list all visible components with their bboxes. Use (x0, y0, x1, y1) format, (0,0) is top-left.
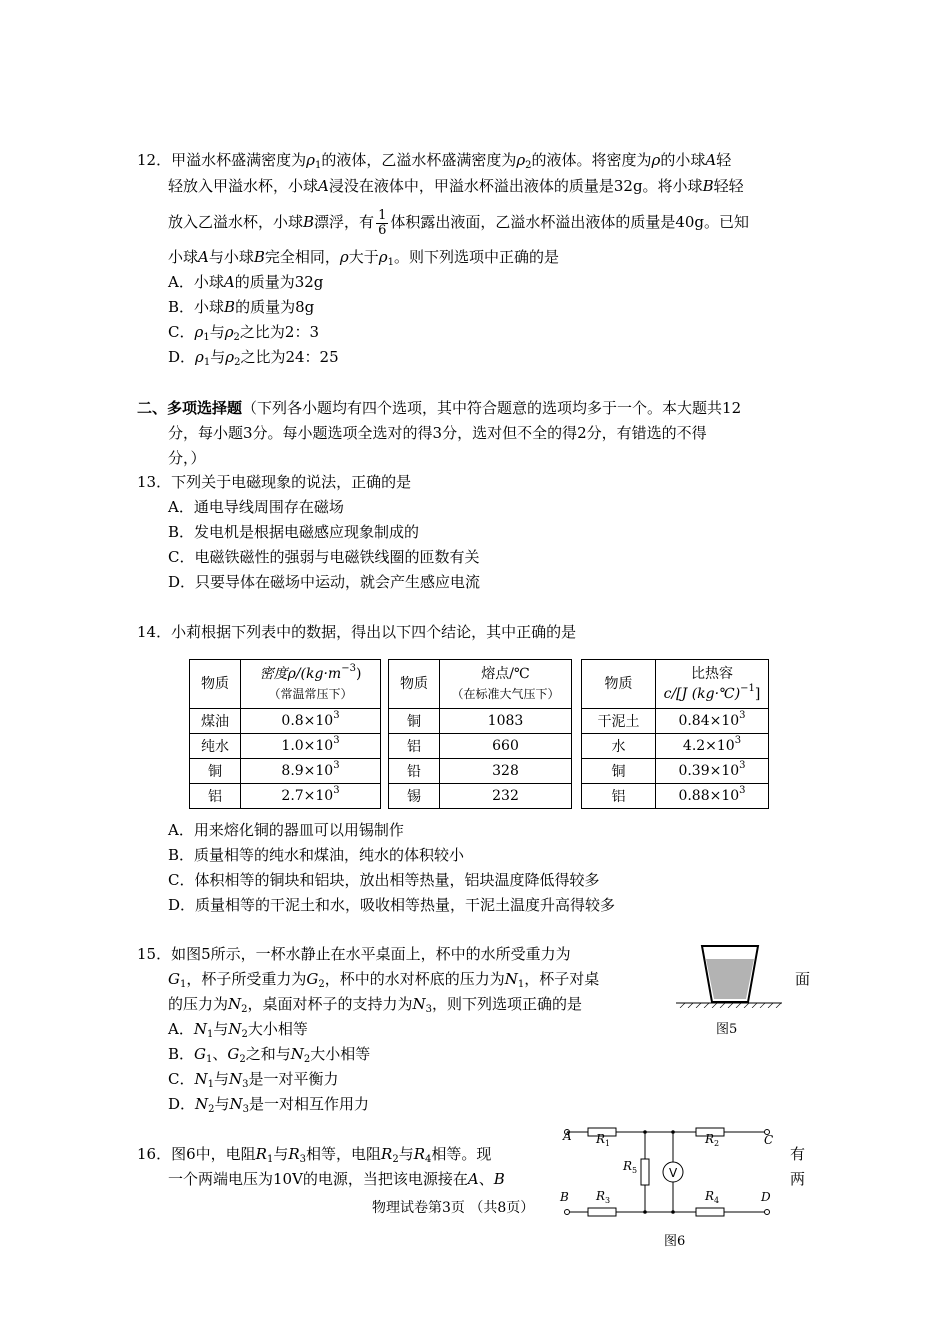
q15-option-b: B．$G_1$、$G_2$之和与$N_2$大小相等 (168, 1045, 371, 1065)
q14-option-c: C．体积相等的铜块和铝块，放出相等热量，铝块温度降低得较多 (168, 871, 600, 889)
q13-option-c: C．电磁铁磁性的强弱与电磁铁线圈的匝数有关 (168, 548, 480, 566)
melting-point-table (388, 659, 572, 809)
q12-option-b: B．小球B的质量为8g (168, 298, 315, 316)
specific-heat-table (581, 659, 769, 809)
q15-wrap-char: 面 (795, 970, 811, 988)
q12-line1: 12．甲溢水杯盛满密度为$\rho_1$的液体，乙溢水杯盛满密度为$\rho_2$的液体。将密度为ρ的小球A轻 (137, 151, 732, 171)
q16-line2: 一个两端电压为10V的电源，当把该电源接在A、B (168, 1170, 505, 1188)
table-row: 铜 $8.9\times 10^3$ (190, 759, 381, 784)
q14-option-b: B．质量相等的纯水和煤油，纯水的体积较小 (168, 846, 465, 864)
label-r2: $R_2$ (705, 1132, 720, 1148)
label-a: A (563, 1129, 572, 1143)
q16-wrap-char-2: 两 (790, 1170, 806, 1188)
density-header-value: 密度$\rho/(kg\cdot m^{-3})$ （常温常压下） (241, 660, 381, 709)
heat-header-substance: 物质 (582, 660, 656, 709)
table-row: 干泥土 $0.84\times 10^3$ (582, 709, 769, 734)
q14-option-a: A．用来熔化铜的器皿可以用锡制作 (168, 821, 404, 839)
table-row: 铝 $2.7\times 10^3$ (190, 784, 381, 809)
table-row: 煤油 $0.8\times 10^3$ (190, 709, 381, 734)
q15-line1: 15．如图5所示，一杯水静止在水平桌面上，杯中的水所受重力为 (137, 945, 571, 963)
q15-line3: 的压力为$N_2$，桌面对杯子的支持力为$N_3$，则下列选项正确的是 (168, 995, 583, 1015)
table-row: 水 $4.2\times 10^3$ (582, 734, 769, 759)
q13-option-d: D．只要导体在磁场中运动，就会产生感应电流 (168, 573, 481, 591)
q16-wrap-char-1: 有 (790, 1145, 806, 1163)
figure5-caption: 图5 (716, 1022, 738, 1037)
q13-option-a: A．通电导线周围存在磁场 (168, 498, 344, 516)
label-d: D (761, 1190, 771, 1204)
table-row: 锡 232 (389, 784, 572, 809)
figure6-caption: 图6 (664, 1234, 686, 1249)
table-row: 铝 660 (389, 734, 572, 759)
table-row: 铜 1083 (389, 709, 572, 734)
q14-stem: 14．小莉根据下列表中的数据，得出以下四个结论，其中正确的是 (137, 623, 577, 641)
fraction-one-sixth: $\frac{1}{6}$ (378, 207, 387, 238)
terminal-d (765, 1210, 770, 1215)
q12-line3: 放入乙溢水杯，小球B漂浮，有 $\frac{1}{6}$ 体积露出液面，乙溢水杯溢出液体的质量是40g。已知 (168, 207, 750, 238)
section2-line1: 二、多项选择题（下列各小题均有四个选项，其中符合题意的选项均多于一个。本大题共12 (137, 399, 742, 417)
resistor-r5 (641, 1159, 649, 1185)
q12-line2: 轻放入甲溢水杯，小球A浸没在液体中，甲溢水杯溢出液体的质量是32g。将小球B轻轻 (168, 177, 744, 195)
circuit-figure (556, 1120, 778, 1222)
q15-option-a: A．$N_1$与$N_2$大小相等 (168, 1020, 308, 1040)
label-r4: $R_4$ (705, 1189, 720, 1205)
density-table (189, 659, 381, 809)
resistor-r4 (696, 1208, 724, 1216)
label-r5: $R_5$ (623, 1159, 638, 1175)
table-row: 铝 $0.88\times 10^3$ (582, 784, 769, 809)
label-r1: $R_1$ (596, 1132, 611, 1148)
q12-option-d: D．$\rho_1$与$\rho_2$之比为24：25 (168, 348, 339, 368)
q12-option-c: C．$\rho_1$与$\rho_2$之比为2：3 (168, 323, 319, 343)
q12-line4: 小球A与小球B完全相同，ρ大于$\rho_1$。则下列选项中正确的是 (168, 248, 559, 268)
section2-line2: 分，每小题3分。每小题选项全选对的得3分，选对但不全的得2分，有错选的不得 (168, 424, 707, 442)
q15-option-c: C．$N_1$与$N_3$是一对平衡力 (168, 1070, 339, 1090)
q12-option-a: A．小球A的质量为32g (168, 273, 324, 291)
section2-line3: 分，） (168, 449, 206, 467)
water (706, 959, 754, 999)
cup-figure (676, 944, 786, 1008)
table-row: 纯水 $1.0\times 10^3$ (190, 734, 381, 759)
label-b: B (560, 1190, 569, 1204)
melting-header-value: 熔点/℃ （在标准大气压下） (440, 660, 572, 709)
label-r3: $R_3$ (596, 1189, 611, 1205)
label-c: C (764, 1133, 774, 1147)
resistor-r3 (588, 1208, 616, 1216)
table-row: 铅 328 (389, 759, 572, 784)
voltmeter-label: V (669, 1166, 678, 1180)
q14-option-d: D．质量相等的干泥土和水，吸收相等热量，干泥土温度升高得较多 (168, 896, 616, 914)
q15-line2: $G_1$，杯子所受重力为$G_2$，杯中的水对杯底的压力为$N_1$，杯子对桌 (168, 970, 600, 990)
table-hatching (680, 1003, 781, 1008)
q15-option-d: D．$N_2$与$N_3$是一对相互作用力 (168, 1095, 370, 1115)
table-row: 铜 $0.39\times 10^3$ (582, 759, 769, 784)
q16-line1: 16．图6中，电阻$R_1$与$R_3$相等，电阻$R_2$与$R_4$相等。现 (137, 1145, 492, 1165)
terminal-b (565, 1210, 570, 1215)
melting-header-substance: 物质 (389, 660, 440, 709)
page-footer: 物理试卷第3页 （共8页） (372, 1200, 535, 1216)
heat-header-value: 比热容 c/[J (kg·℃)$^{-1}$] (656, 660, 769, 709)
q13-stem: 13．下列关于电磁现象的说法，正确的是 (137, 473, 412, 491)
q13-option-b: B．发电机是根据电磁感应现象制成的 (168, 523, 420, 541)
density-header-substance: 物质 (190, 660, 241, 709)
